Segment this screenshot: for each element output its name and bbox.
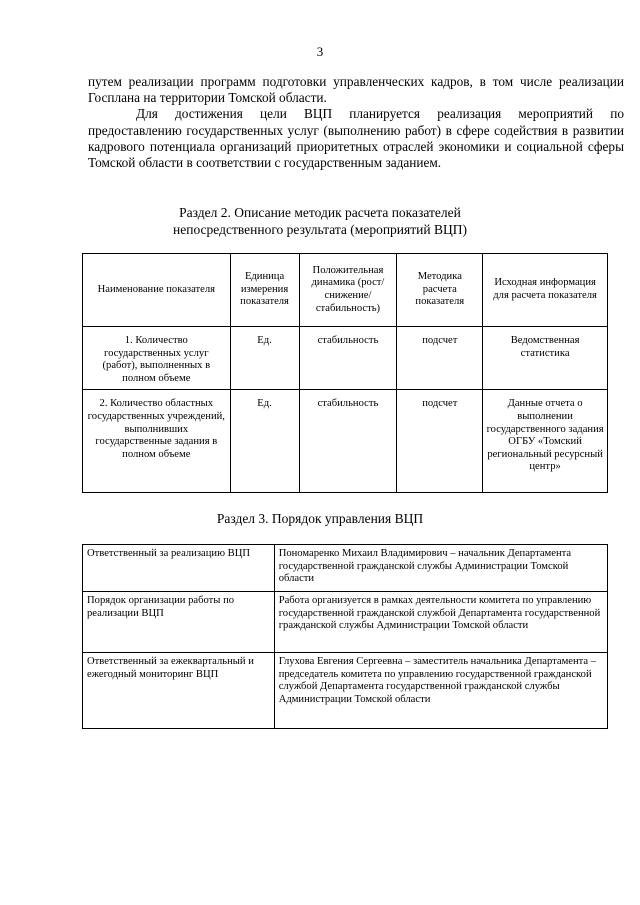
- management-table: [82, 544, 608, 729]
- table-cell: подсчет: [397, 390, 483, 493]
- table-cell: подсчет: [397, 327, 483, 390]
- intro-text: [88, 74, 624, 171]
- table-cell: Порядок организации работы по реализации ВЦП: [83, 592, 275, 653]
- table-cell: Глухова Евгения Сергеевна – заместитель начальника Департамента – председатель комитета по управлению государственной гражданской службой Департамента государственной гражданской службы Администрации Томской области: [274, 653, 607, 729]
- table-row: [83, 390, 608, 493]
- page-number: 3: [316, 44, 324, 59]
- header-cell: Наименование показателя: [83, 254, 231, 327]
- intro-paragraph-1: путем реализации программ подготовки управленческих кадров, в том числе реализации Госплана на территории Томской области.: [88, 74, 624, 106]
- table-cell: стабильность: [299, 327, 397, 390]
- table-cell: Данные отчета о выполнении государственного задания ОГБУ «Томский региональный ресурсный центр»: [483, 390, 608, 493]
- table-cell: Ведомственная статистика: [483, 327, 608, 390]
- table-cell: Ед.: [230, 390, 299, 493]
- section2-title-line2: непосредственного результата (мероприятий ВЦП): [173, 222, 467, 237]
- table-cell: 1. Количество государственных услуг (работ), выполненных в полном объеме: [83, 327, 231, 390]
- indicators-table: [82, 253, 608, 493]
- table-cell: стабильность: [299, 390, 397, 493]
- table-row: [83, 653, 608, 729]
- table-cell: Ед.: [230, 327, 299, 390]
- header-cell: Положительная динамика (рост/снижение/ стабильность): [299, 254, 397, 327]
- table-header-row: [83, 254, 608, 327]
- table-cell: Работа организуется в рамках деятельности комитета по управлению государственной гражданской службой Департамента государственной гражданской службы Администрации Томской области: [274, 592, 607, 653]
- header-cell: Исходная информация для расчета показателя: [483, 254, 608, 327]
- table-cell: 2. Количество областных государственных учреждений, выполнивших государственные задания в полном объеме: [83, 390, 231, 493]
- table-row: [83, 327, 608, 390]
- table-cell: Пономаренко Михаил Владимирович – начальник Департамента государственной гражданской службы Администрации Томской области: [274, 545, 607, 592]
- table-row: [83, 545, 608, 592]
- table-row: [83, 592, 608, 653]
- section3-title: Раздел 3. Порядок управления ВЦП: [216, 511, 424, 526]
- table-cell: Ответственный за реализацию ВЦП: [83, 545, 275, 592]
- header-cell: Методика расчета показателя: [397, 254, 483, 327]
- intro-paragraph-2: Для достижения цели ВЦП планируется реализация мероприятий по предоставлению государственных услуг (выполнению работ) в сфере содействия в развитии кадрового потенциала организаций приоритетных отраслей экономики и социальной сферы Томской области в соответствии с государственным заданием.: [88, 106, 624, 171]
- section2-title-line1: Раздел 2. Описание методик расчета показателей: [179, 205, 461, 220]
- table-cell: Ответственный за ежеквартальный и ежегодный мониторинг ВЦП: [83, 653, 275, 729]
- header-cell: Единица измерения показателя: [230, 254, 299, 327]
